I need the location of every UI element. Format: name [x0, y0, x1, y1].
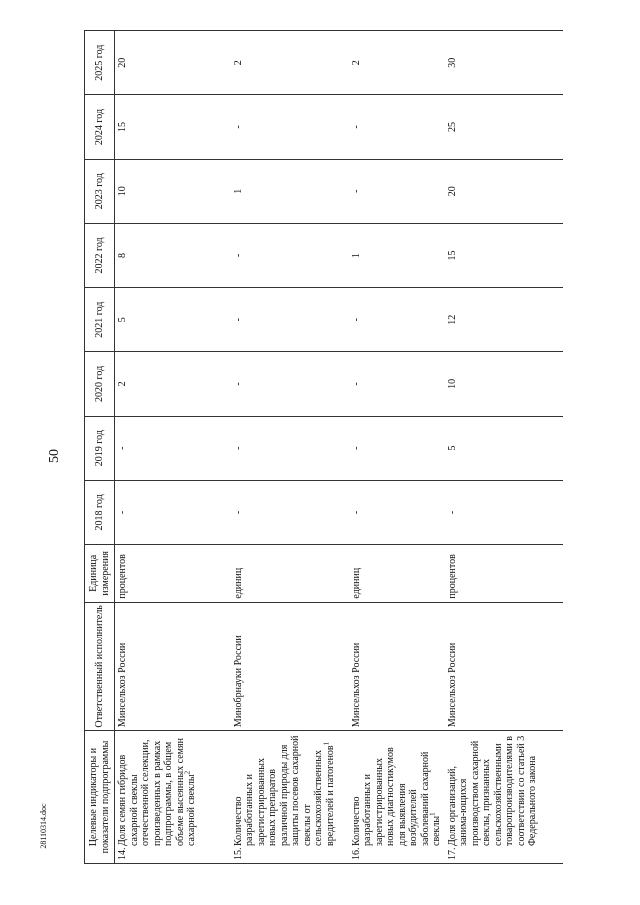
- header-year: 2020 год: [85, 352, 115, 416]
- value-cell: -: [231, 480, 349, 544]
- header-indicator: Целевые индикаторы и показатели подпрограммы: [85, 731, 115, 864]
- executor-cell: Минобрнауки России: [231, 602, 349, 730]
- indicator-cell: [231, 731, 349, 864]
- unit-cell: единиц: [231, 545, 349, 603]
- indicator-text: Количество разработанных и зарегистрированных новых диагностикумов для выявления возбудителей заболеваний сахарной свеклы: [350, 747, 442, 846]
- header-year: 2018 год: [85, 480, 115, 544]
- value-cell: -: [115, 416, 231, 480]
- value-cell: -: [349, 480, 445, 544]
- indicator-cell: [115, 731, 231, 864]
- value-cell: -: [349, 416, 445, 480]
- header-year: 2021 год: [85, 288, 115, 352]
- value-cell: 2: [115, 352, 231, 416]
- header-year: 2023 год: [85, 159, 115, 223]
- value-cell: -: [349, 159, 445, 223]
- unit-cell: процентов: [115, 545, 231, 603]
- unit-cell: единиц: [349, 545, 445, 603]
- header-executor: Ответственный исполнитель: [85, 602, 115, 730]
- indicator-text: Количество разработанных и зарегистрированных новых препаратов различной природы для защиты посевов сахарной свеклы от сельскохозяйственных вредителей и патогенов: [232, 735, 336, 846]
- indicators-table: [84, 30, 563, 864]
- table-row: [445, 31, 563, 864]
- header-unit: Единица измерения: [85, 545, 115, 603]
- value-cell: -: [349, 352, 445, 416]
- value-cell: 5: [115, 288, 231, 352]
- value-cell: 5: [445, 416, 563, 480]
- indicator-table-region: [84, 30, 584, 864]
- value-cell: -: [349, 288, 445, 352]
- indicator-number: 14.: [117, 847, 128, 860]
- table-row: [115, 31, 231, 864]
- table-row: [231, 31, 349, 864]
- rotated-table-container: [84, 30, 584, 864]
- indicator-text: Доля семян гибридов сахарной свеклы отечественной селекции, произведенных в рамках подпрограммы, в общем объеме высеянных семян сахарной свеклы: [117, 738, 197, 846]
- header-year: 2019 год: [85, 416, 115, 480]
- unit-cell: процентов: [445, 545, 563, 603]
- value-cell: 15: [115, 95, 231, 159]
- value-cell: 25: [445, 95, 563, 159]
- executor-cell: Минсельхоз России: [115, 602, 231, 730]
- value-cell: 15: [445, 223, 563, 287]
- value-cell: 1: [231, 159, 349, 223]
- header-row: [85, 31, 115, 864]
- value-cell: 1: [349, 223, 445, 287]
- indicator-number: 17.: [446, 847, 458, 860]
- value-cell: -: [231, 95, 349, 159]
- executor-cell: Минсельхоз России: [349, 602, 445, 730]
- header-year: 2024 год: [85, 95, 115, 159]
- page-number: 50: [47, 449, 62, 463]
- value-cell: 20: [445, 159, 563, 223]
- indicator-cell: [445, 731, 563, 864]
- table-row: [349, 31, 445, 864]
- indicator-text: Доля организаций, занима-ющихся производством сахарной свеклы, признанных сельскохозяйственными товаропроизводителями в соответствии со статьей 3 Федерального закона: [446, 735, 538, 846]
- indicator-number: 15.: [232, 847, 244, 860]
- value-cell: 2: [349, 31, 445, 95]
- value-cell: -: [231, 352, 349, 416]
- indicator-number: 16.: [350, 847, 362, 860]
- footnote-mark: 1: [322, 741, 331, 746]
- header-year: 2022 год: [85, 223, 115, 287]
- footnote-mark: 2: [183, 770, 192, 775]
- value-cell: -: [231, 416, 349, 480]
- value-cell: 30: [445, 31, 563, 95]
- executor-cell: Минсельхоз России: [445, 602, 563, 730]
- value-cell: -: [445, 480, 563, 544]
- value-cell: -: [115, 480, 231, 544]
- indicator-cell: [349, 731, 445, 864]
- value-cell: 20: [115, 31, 231, 95]
- footnote-mark: 1: [428, 812, 437, 816]
- value-cell: 10: [115, 159, 231, 223]
- document-code: 28110314.doc: [39, 803, 48, 849]
- value-cell: -: [231, 223, 349, 287]
- value-cell: 10: [445, 352, 563, 416]
- value-cell: 12: [445, 288, 563, 352]
- value-cell: 2: [231, 31, 349, 95]
- value-cell: -: [349, 95, 445, 159]
- header-year: 2025 год: [85, 31, 115, 95]
- value-cell: 8: [115, 223, 231, 287]
- value-cell: -: [231, 288, 349, 352]
